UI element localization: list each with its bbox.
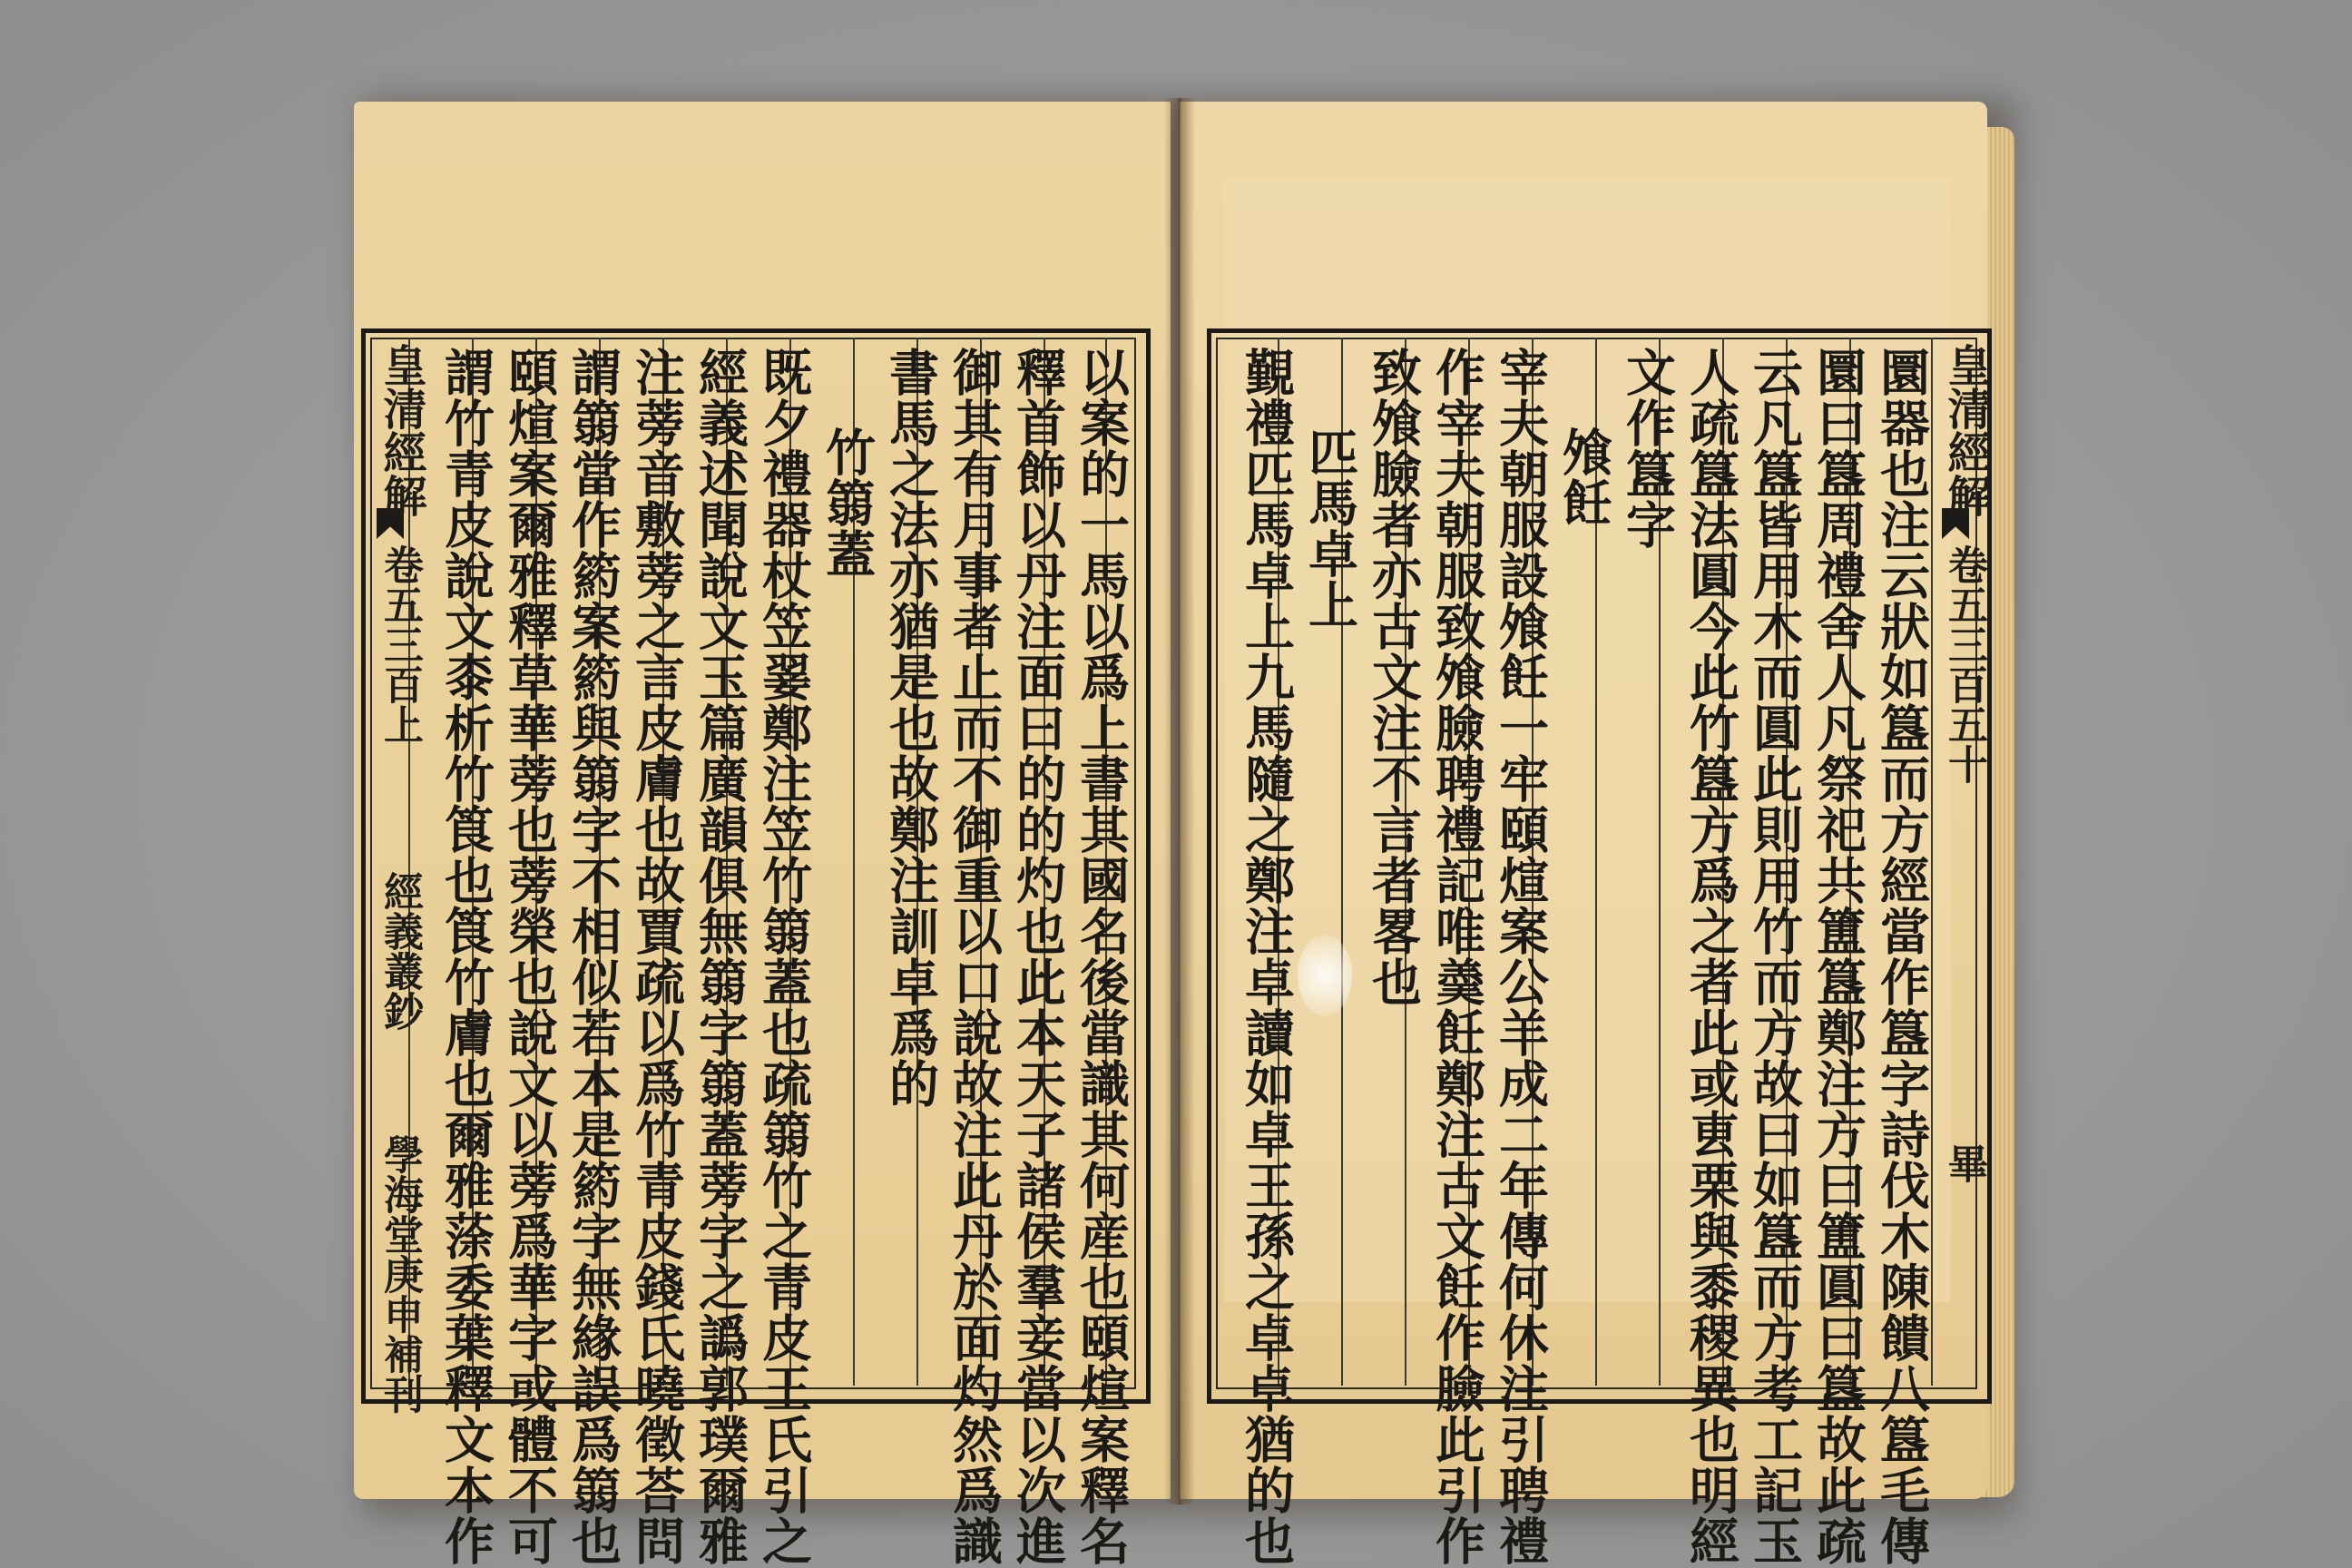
left-col-6: 既夕禮器杖笠翣鄭注笠竹篛蓋也疏篛竹之青皮王氏引之	[754, 347, 813, 1566]
left-margin-volume: 卷五三百上	[377, 544, 423, 744]
right-margin-rule	[1931, 338, 1933, 1386]
left-col-7: 經義述聞說文玉篇廣韻俱無篛字篛蓋蒡字之譌郭璞爾雅	[691, 347, 750, 1566]
paper-stain	[1298, 935, 1352, 1016]
right-col-6-heading: 飧飪	[1554, 426, 1613, 528]
left-col-11: 謂竹青皮說文桼析竹筤也筤竹膚也爾雅蒤委葉釋文本作	[436, 347, 495, 1566]
right-col-5: 文作簋字	[1618, 347, 1677, 550]
right-col-9: 致飧臉者亦古文注不言者畧也	[1364, 347, 1423, 1007]
right-col-8: 作宰夫朝服致飧臉聘禮記唯羮飪鄭注古文飪作臉此引作	[1427, 347, 1486, 1566]
left-margin-title: 皇清經解	[376, 343, 426, 517]
right-col-2: 圜曰簋周禮舍人凡祭祀共簠簋鄭注方曰簠圓曰簋故此疏	[1808, 347, 1867, 1566]
right-col-3: 云凡簋皆用木而圓此則用竹而方故曰如簋而方考工記玉	[1745, 347, 1804, 1566]
right-col-7: 宰夫朝服設飧飪一牢頤煊案公羊成二年傳何休注引聘禮	[1491, 347, 1550, 1566]
right-margin-title: 皇清經解	[1940, 343, 1991, 517]
left-col-1: 以案的一馬以爲上書其國名後當識其何産也頤煊案釋名	[1072, 347, 1131, 1566]
right-col-10-heading: 匹馬卓上	[1300, 426, 1359, 630]
left-col-8: 注蒡音敷蒡之言皮膚也故賈疏以爲竹青皮錢氏曉徵荅問	[627, 347, 686, 1566]
right-col-1: 圜器也注云狀如簋而方經當作簋字詩伐木陳饋八簋毛傳	[1872, 347, 1931, 1566]
left-col-3: 御其有月事者止而不御重以口說故注此丹於面灼然爲識	[945, 347, 1004, 1566]
left-col-4: 書馬之法亦猶是也故鄭注訓卓爲的	[881, 347, 940, 1109]
left-col-2: 釋首飾以丹注面曰的的灼也此本天子諸侯羣妾當以次進	[1008, 347, 1067, 1566]
right-col-4: 人疏簋法圓今此竹簋方爲之者此或叀栗與黍稷異也明經	[1681, 347, 1740, 1566]
left-col-10: 頤煊案爾雅釋草華蒡也蒡榮也說文以蒡爲華字或體不可	[500, 347, 559, 1566]
left-margin-publisher: 學海堂庚申補刊	[377, 1134, 423, 1414]
right-col-11: 覲禮匹馬卓上九馬隨之鄭注卓讀如卓王孫之卓卓猶的也	[1237, 347, 1296, 1566]
book-gutter	[1164, 98, 1195, 1504]
left-col-5-heading: 竹篛蓋	[818, 426, 877, 579]
left-col-9: 謂篛當作箹案箹與篛字不相似若本是箹字無緣誤爲篛也	[564, 347, 622, 1566]
right-margin-volume: 卷五三百五十	[1941, 544, 1987, 784]
left-margin-series: 經義叢鈔	[377, 871, 423, 1031]
right-margin-folio: 畢	[1941, 1143, 1987, 1183]
